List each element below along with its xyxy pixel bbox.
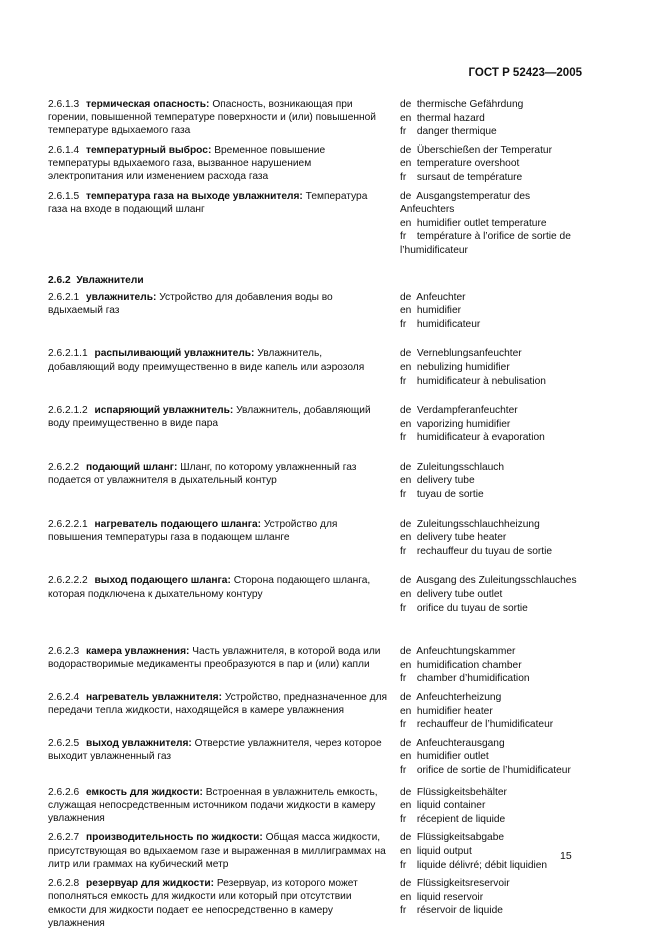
translation-lang: de bbox=[400, 144, 412, 156]
translation-text: Anfeuchterausgang bbox=[416, 737, 505, 749]
translation-lang: fr bbox=[400, 432, 407, 444]
translation-text: thermal hazard bbox=[416, 112, 485, 124]
section-heading bbox=[48, 274, 584, 287]
translation-line bbox=[400, 602, 584, 616]
translation-line bbox=[400, 645, 584, 659]
translation-lang: fr bbox=[400, 764, 407, 776]
translation-line bbox=[400, 190, 584, 217]
translation-line bbox=[400, 659, 584, 673]
translation-line bbox=[400, 799, 584, 813]
translation-line bbox=[400, 125, 584, 139]
translation-lang: en bbox=[400, 659, 412, 671]
translation-lang: de bbox=[400, 190, 412, 202]
term-translations bbox=[400, 786, 584, 827]
translation-lang: de bbox=[400, 348, 412, 360]
term-entry bbox=[48, 347, 584, 388]
translation-text: Verdampferanfeuchter bbox=[416, 405, 518, 417]
translation-text: thermische Gefährdung bbox=[416, 99, 524, 110]
translation-line bbox=[400, 588, 584, 602]
translation-text: Anfeuchterheizung bbox=[416, 692, 502, 703]
translation-line bbox=[400, 144, 584, 158]
translation-line bbox=[400, 737, 584, 751]
term-definition: Шланг, по которому увлажненный газ подается от увлажнителя в дыхательный контур bbox=[48, 461, 357, 487]
standard-designation: ГОСТ Р 52423—2005 bbox=[468, 67, 582, 79]
translation-line bbox=[400, 291, 584, 305]
translation-text: sursaut de température bbox=[416, 171, 523, 183]
translation-line bbox=[400, 574, 584, 588]
translation-lang: en bbox=[400, 589, 412, 601]
term-definition: Опасность, возникающая при горении, повышенной температуре поверхности и (или) повышенной температуре вдыхаемого газа bbox=[48, 99, 376, 137]
term-number: 2.6.2.8 bbox=[48, 878, 80, 890]
translation-line bbox=[400, 404, 584, 418]
translation-line bbox=[400, 877, 584, 891]
term-number: 2.6.2.5 bbox=[48, 737, 80, 749]
term-definition: Устройство для добавления воды во вдыхаемый газ bbox=[48, 291, 333, 316]
translation-lang: de bbox=[400, 737, 412, 749]
translation-text: liquide délivré; débit liquidien bbox=[416, 859, 548, 871]
translation-text: Zuleitungsschlauchheizung bbox=[416, 518, 540, 530]
translation-text: delivery tube heater bbox=[416, 532, 507, 544]
term-definition: Температура газа на входе в подающий шланг bbox=[48, 190, 368, 215]
translation-lang: de bbox=[400, 692, 412, 703]
translation-text: Verneblungsanfeuchter bbox=[416, 348, 522, 360]
term-definition: Резервуар, из которого может пополняться емкость для жидкости или который при отсутствии емкости для жидкости подает ее непосредственно в камеру увлажнения bbox=[48, 878, 358, 929]
translation-line bbox=[400, 813, 584, 827]
translation-line bbox=[400, 98, 584, 112]
term-name: подающий шланг: bbox=[86, 461, 178, 473]
section-number: 2.6.2 bbox=[48, 274, 71, 286]
translation-text: Ausgang des Zuleitungsschlauches bbox=[416, 575, 577, 587]
translation-text: liquid reservoir bbox=[416, 891, 484, 903]
translation-lang: fr bbox=[400, 673, 407, 685]
term-name: испаряющий увлажнитель: bbox=[94, 405, 234, 417]
translation-lang: en bbox=[400, 800, 412, 812]
translation-text: humidification chamber bbox=[416, 659, 522, 671]
translation-line bbox=[400, 217, 584, 231]
translation-text: orifice du tuyau de sortie bbox=[416, 602, 528, 614]
translation-lang: fr bbox=[400, 489, 407, 501]
translation-line bbox=[400, 750, 584, 764]
term-definition-block bbox=[48, 691, 388, 732]
translation-lang: fr bbox=[400, 813, 407, 825]
translation-line bbox=[400, 375, 584, 389]
translation-line bbox=[400, 488, 584, 502]
translation-text: chamber d’humidification bbox=[416, 673, 530, 685]
term-name: резервуар для жидкости: bbox=[86, 878, 214, 890]
translation-text: Zuleitungsschlauch bbox=[416, 461, 505, 473]
translation-lang: de bbox=[400, 291, 412, 303]
term-translations bbox=[400, 877, 584, 930]
term-name: распыливающий увлажнитель: bbox=[94, 348, 255, 360]
translation-text: récepient de liquide bbox=[416, 813, 506, 825]
translation-line bbox=[400, 461, 584, 475]
translation-text: Anfeuchtungskammer bbox=[416, 646, 516, 658]
term-name: нагреватель увлажнителя: bbox=[86, 692, 222, 703]
term-translations bbox=[400, 518, 584, 559]
translation-text: température à l’orifice de sortie de l’humidificateur bbox=[400, 231, 571, 256]
translation-text: Flüssigkeitsreservoir bbox=[416, 878, 510, 890]
translation-text: nebulizing humidifier bbox=[416, 361, 510, 373]
term-number: 2.6.2.6 bbox=[48, 786, 80, 798]
translation-line bbox=[400, 705, 584, 719]
term-number: 2.6.2.2.1 bbox=[48, 518, 88, 530]
terms-group-2-6-2 bbox=[48, 291, 584, 930]
term-translations bbox=[400, 144, 584, 185]
term-entry bbox=[48, 877, 584, 930]
translation-line bbox=[400, 831, 584, 845]
term-name: температура газа на выходе увлажнителя: bbox=[86, 190, 303, 202]
translation-text: humidifier outlet bbox=[416, 751, 489, 763]
translation-lang: fr bbox=[400, 318, 407, 330]
translation-line bbox=[400, 764, 584, 778]
translation-line bbox=[400, 418, 584, 432]
translation-line bbox=[400, 786, 584, 800]
translation-text: Flüssigkeitsabgabe bbox=[416, 832, 505, 844]
translation-text: temperature overshoot bbox=[416, 158, 520, 170]
translation-text: réservoir de liquide bbox=[416, 905, 503, 917]
translation-line bbox=[400, 904, 584, 918]
translation-line bbox=[400, 718, 584, 732]
translation-lang: de bbox=[400, 99, 412, 110]
translation-text: orifice de sortie de l’humidificateur bbox=[416, 764, 571, 776]
term-translations bbox=[400, 574, 584, 615]
translation-line bbox=[400, 691, 584, 705]
translation-lang: fr bbox=[400, 231, 407, 243]
term-number: 2.6.1.4 bbox=[48, 144, 80, 156]
term-definition-block bbox=[48, 518, 388, 559]
translation-line bbox=[400, 112, 584, 126]
term-number: 2.6.2.1.2 bbox=[48, 405, 88, 417]
term-entry bbox=[48, 190, 584, 258]
translation-lang: fr bbox=[400, 126, 407, 138]
translation-lang: fr bbox=[400, 375, 407, 387]
term-entry bbox=[48, 98, 584, 139]
term-name: камера увлажнения: bbox=[86, 646, 190, 658]
term-entry bbox=[48, 574, 584, 615]
term-number: 2.6.2.3 bbox=[48, 646, 80, 658]
translation-text: tuyau de sortie bbox=[416, 489, 484, 501]
translation-line bbox=[400, 518, 584, 532]
term-definition: Устройство, предназначенное для передачи тепла жидкости, находящейся в камере увлажнения bbox=[48, 692, 388, 717]
translation-text: liquid container bbox=[416, 800, 486, 812]
translation-text: liquid output bbox=[416, 845, 472, 857]
term-translations bbox=[400, 98, 584, 139]
translation-text: humidificateur à evaporation bbox=[416, 432, 545, 444]
translation-text: humidifier bbox=[416, 305, 462, 317]
term-name: выход увлажнителя: bbox=[86, 737, 192, 749]
translation-lang: en bbox=[400, 532, 412, 544]
translation-line bbox=[400, 347, 584, 361]
term-definition-block bbox=[48, 347, 388, 388]
translation-line bbox=[400, 304, 584, 318]
term-entry bbox=[48, 144, 584, 185]
translation-line bbox=[400, 171, 584, 185]
term-definition-block bbox=[48, 98, 388, 139]
translation-text: vaporizing humidifier bbox=[416, 418, 511, 430]
term-number: 2.6.1.5 bbox=[48, 190, 80, 202]
term-entry bbox=[48, 691, 584, 732]
translation-lang: en bbox=[400, 112, 412, 124]
term-definition-block bbox=[48, 144, 388, 185]
term-translations bbox=[400, 190, 584, 258]
translation-lang: de bbox=[400, 832, 412, 844]
translation-lang: fr bbox=[400, 905, 407, 917]
term-name: нагреватель подающего шланга: bbox=[94, 518, 262, 530]
term-translations bbox=[400, 831, 584, 872]
translation-text: delivery tube bbox=[416, 475, 475, 487]
term-definition: Отверстие увлажнителя, через которое выходит увлажненный газ bbox=[48, 737, 382, 762]
translation-text: Anfeuchter bbox=[416, 291, 466, 303]
translation-text: Überschießen der Temperatur bbox=[416, 144, 552, 156]
term-number: 2.6.2.1.1 bbox=[48, 348, 88, 360]
translation-lang: de bbox=[400, 646, 412, 658]
translation-text: humidificateur à nebulisation bbox=[416, 375, 546, 387]
translation-lang: fr bbox=[400, 719, 407, 731]
term-entry bbox=[48, 461, 584, 502]
term-entry bbox=[48, 737, 584, 778]
page-number: 15 bbox=[560, 850, 572, 862]
terms-group-2-6-1 bbox=[48, 98, 584, 258]
translation-lang: de bbox=[400, 575, 412, 587]
term-number: 2.6.2.7 bbox=[48, 832, 80, 844]
translation-line bbox=[400, 891, 584, 905]
translation-text: danger thermique bbox=[416, 126, 497, 138]
term-entry bbox=[48, 645, 584, 686]
term-translations bbox=[400, 645, 584, 686]
translation-lang: en bbox=[400, 418, 412, 430]
translation-line bbox=[400, 361, 584, 375]
translation-lang: fr bbox=[400, 859, 407, 871]
term-name: увлажнитель: bbox=[86, 291, 157, 303]
translation-lang: en bbox=[400, 751, 412, 763]
term-translations bbox=[400, 291, 584, 332]
term-definition: Часть увлажнителя, в которой вода или водорастворимые медикаменты преобразуются в пар и (или) капли bbox=[48, 646, 381, 671]
translation-lang: en bbox=[400, 158, 412, 170]
translation-lang: en bbox=[400, 305, 412, 317]
term-definition-block bbox=[48, 291, 388, 332]
translation-line bbox=[400, 318, 584, 332]
translation-text: humidifier heater bbox=[416, 705, 493, 717]
term-number: 2.6.1.3 bbox=[48, 99, 80, 110]
translation-line bbox=[400, 672, 584, 686]
term-name: термическая опасность: bbox=[86, 99, 210, 110]
translation-lang: fr bbox=[400, 602, 407, 614]
term-definition-block bbox=[48, 461, 388, 502]
term-name: выход подающего шланга: bbox=[94, 575, 231, 587]
term-definition: Увлажнитель, добавляющий воду преимущественно в виде пара bbox=[48, 405, 371, 430]
term-definition: Общая масса жидкости, присутствующая во вдыхаемом газе и выраженная в миллиграммах на литр или граммах на кубический метр bbox=[48, 832, 386, 870]
translation-lang: en bbox=[400, 845, 412, 857]
term-translations bbox=[400, 737, 584, 778]
translation-line bbox=[400, 431, 584, 445]
term-translations bbox=[400, 404, 584, 445]
term-name: производительность по жидкости: bbox=[86, 832, 263, 844]
section-title: Увлажнители bbox=[76, 274, 144, 286]
translation-lang: en bbox=[400, 891, 412, 903]
term-number: 2.6.2.1 bbox=[48, 291, 80, 303]
term-entry bbox=[48, 518, 584, 559]
term-translations bbox=[400, 347, 584, 388]
term-entry bbox=[48, 831, 584, 872]
term-number: 2.6.2.4 bbox=[48, 692, 80, 703]
translation-line bbox=[400, 531, 584, 545]
translation-lang: fr bbox=[400, 545, 407, 557]
term-translations bbox=[400, 691, 584, 732]
term-translations bbox=[400, 461, 584, 502]
translation-lang: de bbox=[400, 405, 412, 417]
term-definition-block bbox=[48, 831, 388, 872]
term-name: температурный выброс: bbox=[86, 144, 212, 156]
term-definition-block bbox=[48, 190, 388, 258]
translation-text: Flüssigkeitsbehälter bbox=[416, 786, 507, 798]
translation-text: rechauffeur de l’humidificateur bbox=[416, 719, 554, 731]
translation-line bbox=[400, 845, 584, 859]
term-definition: Увлажнитель, добавляющий воду преимущественно в виде капель или аэрозоля bbox=[48, 348, 365, 373]
term-definition-block bbox=[48, 737, 388, 778]
translation-lang: en bbox=[400, 475, 412, 487]
term-definition: Устройство для повышения температуры газа в подающем шланге bbox=[48, 518, 338, 543]
term-entry bbox=[48, 786, 584, 827]
translation-text: delivery tube outlet bbox=[416, 589, 503, 601]
translation-lang: de bbox=[400, 518, 412, 530]
translation-text: rechauffeur du tuyau de sortie bbox=[416, 545, 553, 557]
translation-lang: en bbox=[400, 361, 412, 373]
term-definition: Временное повышение температуры вдыхаемого газа, вызванное нарушением электропитания или изменением расхода газа bbox=[48, 144, 326, 183]
term-definition-block bbox=[48, 645, 388, 686]
term-definition-block bbox=[48, 786, 388, 827]
term-definition-block bbox=[48, 877, 388, 930]
translation-text: humidifier outlet temperature bbox=[416, 217, 547, 229]
term-definition: Сторона подающего шланга, которая подключена к дыхательному контуру bbox=[48, 575, 371, 600]
term-definition-block bbox=[48, 574, 388, 615]
translation-lang: de bbox=[400, 878, 412, 890]
translation-line bbox=[400, 230, 584, 257]
translation-lang: fr bbox=[400, 171, 407, 183]
term-number: 2.6.2.2 bbox=[48, 461, 80, 473]
translation-line bbox=[400, 545, 584, 559]
term-definition-block bbox=[48, 404, 388, 445]
translation-lang: en bbox=[400, 705, 412, 717]
terms-content bbox=[48, 98, 584, 930]
term-definition: Встроенная в увлажнитель емкость, служащая непосредственным источником подачи жидкости в камеру увлажнения bbox=[48, 786, 378, 824]
translation-lang: en bbox=[400, 217, 412, 229]
translation-lang: de bbox=[400, 461, 412, 473]
translation-lang: de bbox=[400, 786, 412, 798]
term-entry bbox=[48, 404, 584, 445]
translation-line bbox=[400, 474, 584, 488]
translation-text: humidificateur bbox=[416, 318, 481, 330]
translation-line bbox=[400, 157, 584, 171]
translation-line bbox=[400, 859, 584, 873]
term-entry bbox=[48, 291, 584, 332]
translation-text: Ausgangstemperatur des Anfeuchters bbox=[400, 190, 531, 216]
term-number: 2.6.2.2.2 bbox=[48, 575, 88, 587]
term-name: емкость для жидкости: bbox=[86, 786, 203, 798]
